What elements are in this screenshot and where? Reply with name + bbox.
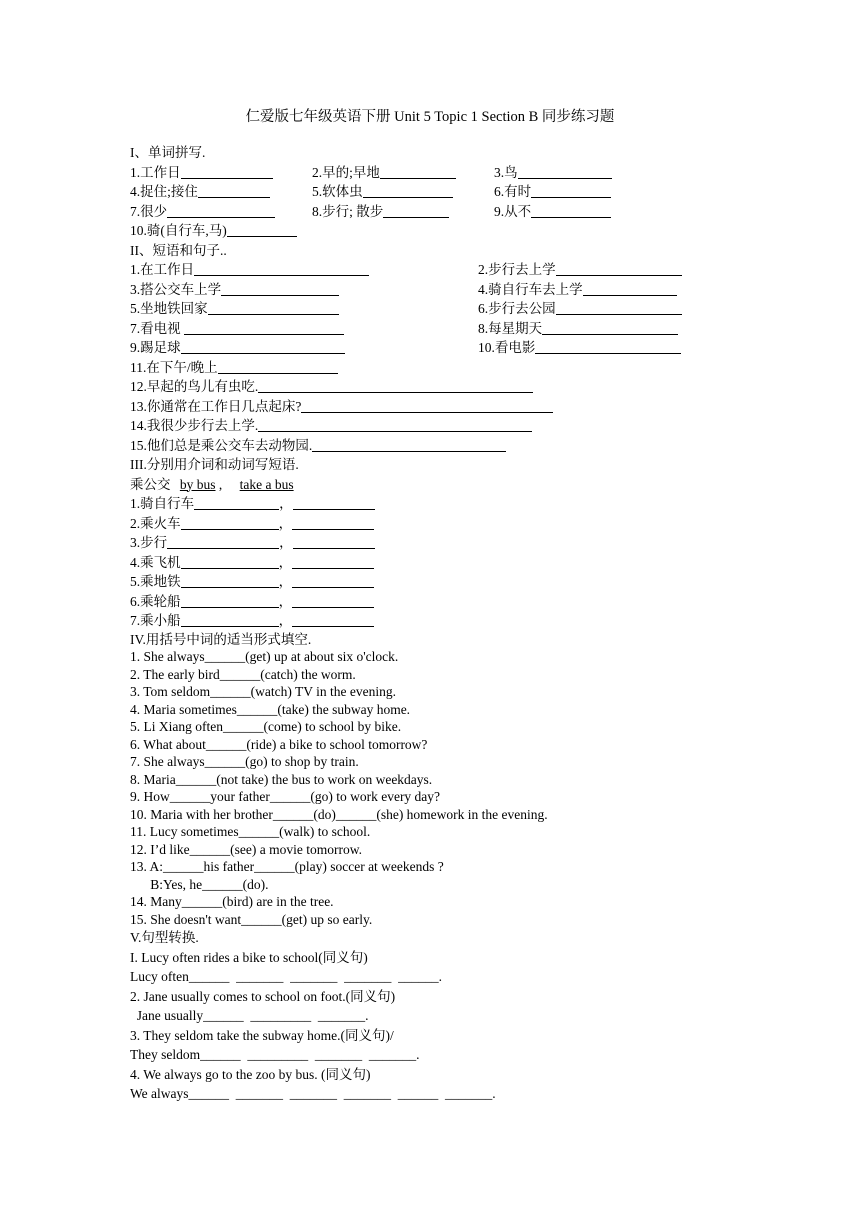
transport-row: [130, 572, 750, 592]
answer-blank[interactable]: [312, 438, 506, 452]
answer-blank[interactable]: [258, 379, 533, 393]
phrase-row: [130, 338, 750, 358]
separator: ，: [278, 515, 293, 531]
transport-item: 2.乘火车: [130, 515, 181, 531]
example-label: 乘公交: [130, 476, 171, 492]
word-item: 10.骑(自行车,马): [130, 223, 227, 238]
word-row: [130, 221, 750, 241]
worksheet-content: [130, 143, 750, 1104]
answer-blank[interactable]: [181, 613, 279, 627]
sentence-item: 12.早起的鸟儿有虫吃.: [130, 379, 259, 394]
answer-blank[interactable]: [363, 184, 453, 198]
phrase-item: 8.每星期天: [478, 320, 543, 336]
example-row: [130, 475, 750, 495]
answer-blank[interactable]: [292, 574, 374, 588]
answer-blank[interactable]: [258, 418, 532, 432]
answer-blank[interactable]: [181, 574, 279, 588]
answer-blank[interactable]: [583, 282, 677, 296]
sentence-item: 13.你通常在工作日几点起床?: [130, 398, 302, 414]
section-2-heading: II、短语和句子..: [130, 242, 227, 258]
section-4-heading: IV.用括号中词的适当形式填空.: [130, 631, 312, 647]
fill-item: 9. How______your father______(go) to work every day?: [130, 789, 441, 804]
phrase-row: [130, 299, 750, 319]
transform-answer: Jane usually______ _________ _______.: [130, 1008, 369, 1023]
transform-answer: We always______ _______ _______ _______ ______ _______.: [130, 1086, 496, 1101]
separator: ，: [278, 593, 293, 609]
transport-item: 3.步行: [130, 535, 168, 550]
phrase-item: 1.在工作日: [130, 262, 195, 277]
answer-blank[interactable]: [292, 594, 374, 608]
example-answer-a: by bus: [179, 476, 216, 492]
transport-row: [130, 611, 750, 631]
fill-item: 5. Li Xiang often______(come) to school by bike.: [130, 719, 402, 734]
fill-item: B:Yes, he______(do).: [130, 876, 269, 892]
phrase-row: [130, 358, 750, 378]
section-5-heading: V.句型转换.: [130, 930, 199, 945]
word-item: 4.捉住;接住: [130, 184, 198, 199]
transport-item: 7.乘小船: [130, 613, 181, 628]
transport-item: 5.乘地铁: [130, 574, 181, 589]
example-separator: ,: [218, 476, 223, 492]
answer-blank[interactable]: [198, 184, 270, 198]
answer-blank[interactable]: [556, 262, 682, 276]
separator: ，: [278, 613, 293, 628]
word-item: 5.软体虫: [312, 184, 363, 199]
word-item: 8.步行; 散步: [312, 203, 384, 219]
transport-row: [130, 592, 750, 612]
answer-blank[interactable]: [535, 340, 681, 354]
transport-item: 6.乘轮船: [130, 593, 181, 609]
transform-question: 2. Jane usually comes to school on foot.(同义句): [130, 988, 396, 1004]
transport-item: 4.乘飞机: [130, 554, 181, 570]
transform-question: 4. We always go to the zoo by bus. (同义句): [130, 1066, 371, 1082]
fill-item: 2. The early bird______(catch) the worm.: [130, 666, 356, 682]
phrase-item: 4.骑自行车去上学: [478, 281, 583, 297]
transform-question: I. Lucy often rides a bike to school(同义句): [130, 949, 368, 965]
phrase-item: 7.看电视: [130, 320, 184, 336]
example-answer-b: take a bus: [239, 476, 294, 492]
answer-blank[interactable]: [221, 282, 339, 296]
fill-item: 10. Maria with her brother______(do)______(she) homework in the evening.: [130, 806, 548, 822]
transport-row: [130, 514, 750, 534]
transport-item: 1.骑自行车: [130, 496, 195, 511]
section-3-heading: III.分别用介词和动词写短语.: [130, 457, 299, 472]
answer-blank[interactable]: [293, 496, 375, 510]
answer-blank[interactable]: [218, 360, 338, 374]
transform-question: 3. They seldom take the subway home.(同义句)/: [130, 1027, 394, 1043]
transport-row: [130, 533, 750, 553]
answer-blank[interactable]: [227, 223, 297, 237]
sentence-row: [130, 397, 750, 417]
phrase-item: 11.在下午/晚上: [130, 359, 218, 375]
word-row: [130, 163, 750, 183]
word-row: [130, 182, 750, 202]
answer-blank[interactable]: [181, 516, 279, 530]
fill-item: 1. She always______(get) up at about six o'clock.: [130, 649, 399, 664]
answer-blank[interactable]: [383, 204, 449, 218]
word-item: 9.从不: [494, 203, 532, 219]
answer-blank[interactable]: [518, 165, 612, 179]
separator: ，: [278, 574, 293, 589]
sentence-item: 15.他们总是乘公交车去动物园.: [130, 437, 313, 453]
answer-blank[interactable]: [292, 516, 374, 530]
sentence-row: [130, 416, 750, 436]
answer-blank[interactable]: [167, 535, 279, 549]
answer-blank[interactable]: [301, 399, 553, 413]
answer-blank[interactable]: [184, 321, 344, 335]
phrase-row: [130, 319, 750, 339]
fill-item: 4. Maria sometimes______(take) the subway home.: [130, 701, 411, 717]
sentence-row: [130, 377, 750, 397]
phrase-row: [130, 280, 750, 300]
answer-blank[interactable]: [292, 555, 374, 569]
transport-row: [130, 494, 750, 514]
sentence-item: 14.我很少步行去上学.: [130, 418, 259, 433]
fill-item: 13. A:______his father______(play) soccer at weekends ?: [130, 859, 444, 874]
word-item: 6.有时: [494, 184, 532, 199]
answer-blank[interactable]: [556, 301, 682, 315]
fill-item: 15. She doesn't want______(get) up so early.: [130, 911, 373, 927]
answer-blank[interactable]: [292, 613, 374, 627]
answer-blank[interactable]: [167, 204, 275, 218]
separator: ，: [279, 535, 293, 550]
sentence-row: [130, 436, 750, 456]
word-item: 7.很少: [130, 203, 168, 219]
phrase-item: 3.搭公交车上学: [130, 281, 222, 297]
answer-blank[interactable]: [293, 535, 375, 549]
answer-blank[interactable]: [181, 594, 279, 608]
transform-answer: Lucy often______ _______ _______ _______ ______.: [130, 969, 442, 984]
phrase-item: 2.步行去上学: [478, 262, 556, 277]
answer-blank[interactable]: [380, 165, 456, 179]
phrase-row: [130, 260, 750, 280]
answer-blank[interactable]: [181, 555, 279, 569]
page-title: 仁爱版七年级英语下册 Unit 5 Topic 1 Section B 同步练习题: [245, 109, 615, 125]
fill-item: 8. Maria______(not take) the bus to work on weekdays.: [130, 771, 433, 787]
answer-blank[interactable]: [208, 301, 339, 315]
answer-blank[interactable]: [181, 340, 345, 354]
word-item: 1.工作日: [130, 164, 181, 180]
section-1-heading: I、单词拼写.: [130, 145, 206, 160]
word-item: 2.早的;早地: [312, 164, 380, 180]
fill-item: 12. I’d like______(see) a movie tomorrow.: [130, 841, 362, 857]
fill-item: 14. Many______(bird) are in the tree.: [130, 894, 334, 909]
fill-item: 7. She always______(go) to shop by train.: [130, 754, 359, 769]
transform-answer: They seldom______ _________ _______ _______.: [130, 1047, 420, 1062]
separator: ，: [279, 496, 293, 511]
phrase-item: 6.步行去公园: [478, 301, 556, 316]
fill-item: 6. What about______(ride) a bike to school tomorrow?: [130, 736, 428, 752]
answer-blank[interactable]: [531, 184, 611, 198]
fill-item: 11. Lucy sometimes______(walk) to school.: [130, 824, 371, 839]
phrase-item: 5.坐地铁回家: [130, 301, 208, 316]
word-item: 3.鸟: [494, 164, 518, 180]
separator: ，: [278, 554, 293, 570]
answer-blank[interactable]: [542, 321, 678, 335]
answer-blank[interactable]: [194, 496, 279, 510]
answer-blank[interactable]: [194, 262, 369, 276]
fill-item: 3. Tom seldom______(watch) TV in the evening.: [130, 684, 397, 699]
answer-blank[interactable]: [181, 165, 273, 179]
phrase-item: 9.踢足球: [130, 340, 181, 355]
word-row: [130, 202, 750, 222]
transport-row: [130, 553, 750, 573]
answer-blank[interactable]: [531, 204, 611, 218]
phrase-item: 10.看电影: [478, 340, 536, 355]
